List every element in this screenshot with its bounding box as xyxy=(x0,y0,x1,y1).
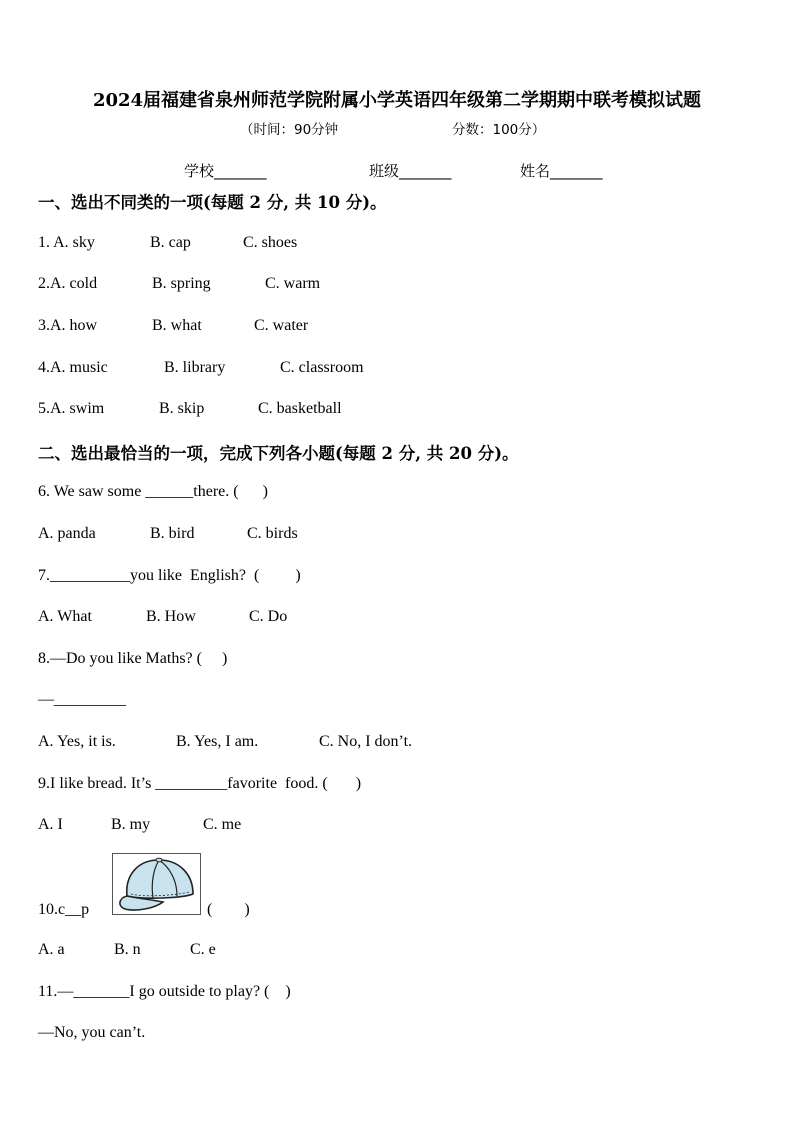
q10-answer-paren: ( ) xyxy=(207,901,250,918)
q8-answer-line: —_________ xyxy=(38,691,126,708)
section1-heading: 一、选出不同类的一项(每题 2 分, 共 10 分)。 xyxy=(38,193,387,212)
q3-option-b: B. what xyxy=(152,317,202,334)
cap-picture xyxy=(112,853,201,915)
question-9: 9.I like bread. It’s _________favorite food. ( ) xyxy=(38,775,362,792)
q6-option-c: C. birds xyxy=(247,525,298,542)
q7-option-b: B. How xyxy=(146,608,196,625)
exam-time: （时间：90分钟 xyxy=(240,122,339,138)
q3-option-a: 3.A. how xyxy=(38,317,98,334)
section2-heading: 二、选出最恰当的一项，完成下列各小题(每题 2 分, 共 20 分)。 xyxy=(38,444,519,463)
q3-option-c: C. water xyxy=(254,317,309,334)
q10-option-b: B. n xyxy=(114,941,141,958)
school-field: 学校_______ xyxy=(184,162,267,180)
exam-score: 分数：100分） xyxy=(452,122,546,138)
q4-option-a: 4.A. music xyxy=(38,359,108,376)
q2-option-c: C. warm xyxy=(265,275,321,292)
q7-option-a: A. What xyxy=(38,608,92,625)
question-7: 7.__________you like English? ( ) xyxy=(38,567,301,584)
q2-option-b: B. spring xyxy=(152,275,211,292)
q6-option-b: B. bird xyxy=(150,525,195,542)
q1-option-b: B. cap xyxy=(150,234,191,251)
class-field: 班级_______ xyxy=(369,162,452,180)
name-field: 姓名_______ xyxy=(520,162,603,180)
question-10: 10.c__p xyxy=(38,901,90,918)
q1-option-c: C. shoes xyxy=(243,234,298,251)
q6-option-a: A. panda xyxy=(38,525,96,542)
cap-icon xyxy=(113,854,200,914)
q7-option-c: C. Do xyxy=(249,608,288,625)
q10-option-c: C. e xyxy=(190,941,216,958)
q4-option-b: B. library xyxy=(164,359,226,376)
q4-option-c: C. classroom xyxy=(280,359,364,376)
q8-option-c: C. No, I don’t. xyxy=(319,733,413,750)
question-6: 6. We saw some ______there. ( ) xyxy=(38,483,268,500)
page-title: 2024届福建省泉州师范学院附属小学英语四年级第二学期期中联考模拟试题 xyxy=(92,90,702,111)
q2-option-a: 2.A. cold xyxy=(38,275,98,292)
q8-option-a: A. Yes, it is. xyxy=(38,733,116,750)
q1-option-a: 1. A. sky xyxy=(38,234,95,251)
q9-option-c: C. me xyxy=(203,816,242,833)
q9-option-b: B. my xyxy=(111,816,151,833)
q5-option-a: 5.A. swim xyxy=(38,400,105,417)
question-8: 8.—Do you like Maths? ( ) xyxy=(38,650,228,667)
q8-option-b: B. Yes, I am. xyxy=(176,733,259,750)
q10-option-a: A. a xyxy=(38,941,65,958)
q5-option-b: B. skip xyxy=(159,400,205,417)
question-11: 11.—_______I go outside to play? ( ) xyxy=(38,983,291,1000)
q11-answer-line: —No, you can’t. xyxy=(38,1024,146,1041)
q5-option-c: C. basketball xyxy=(258,400,342,417)
q9-option-a: A. I xyxy=(38,816,63,833)
